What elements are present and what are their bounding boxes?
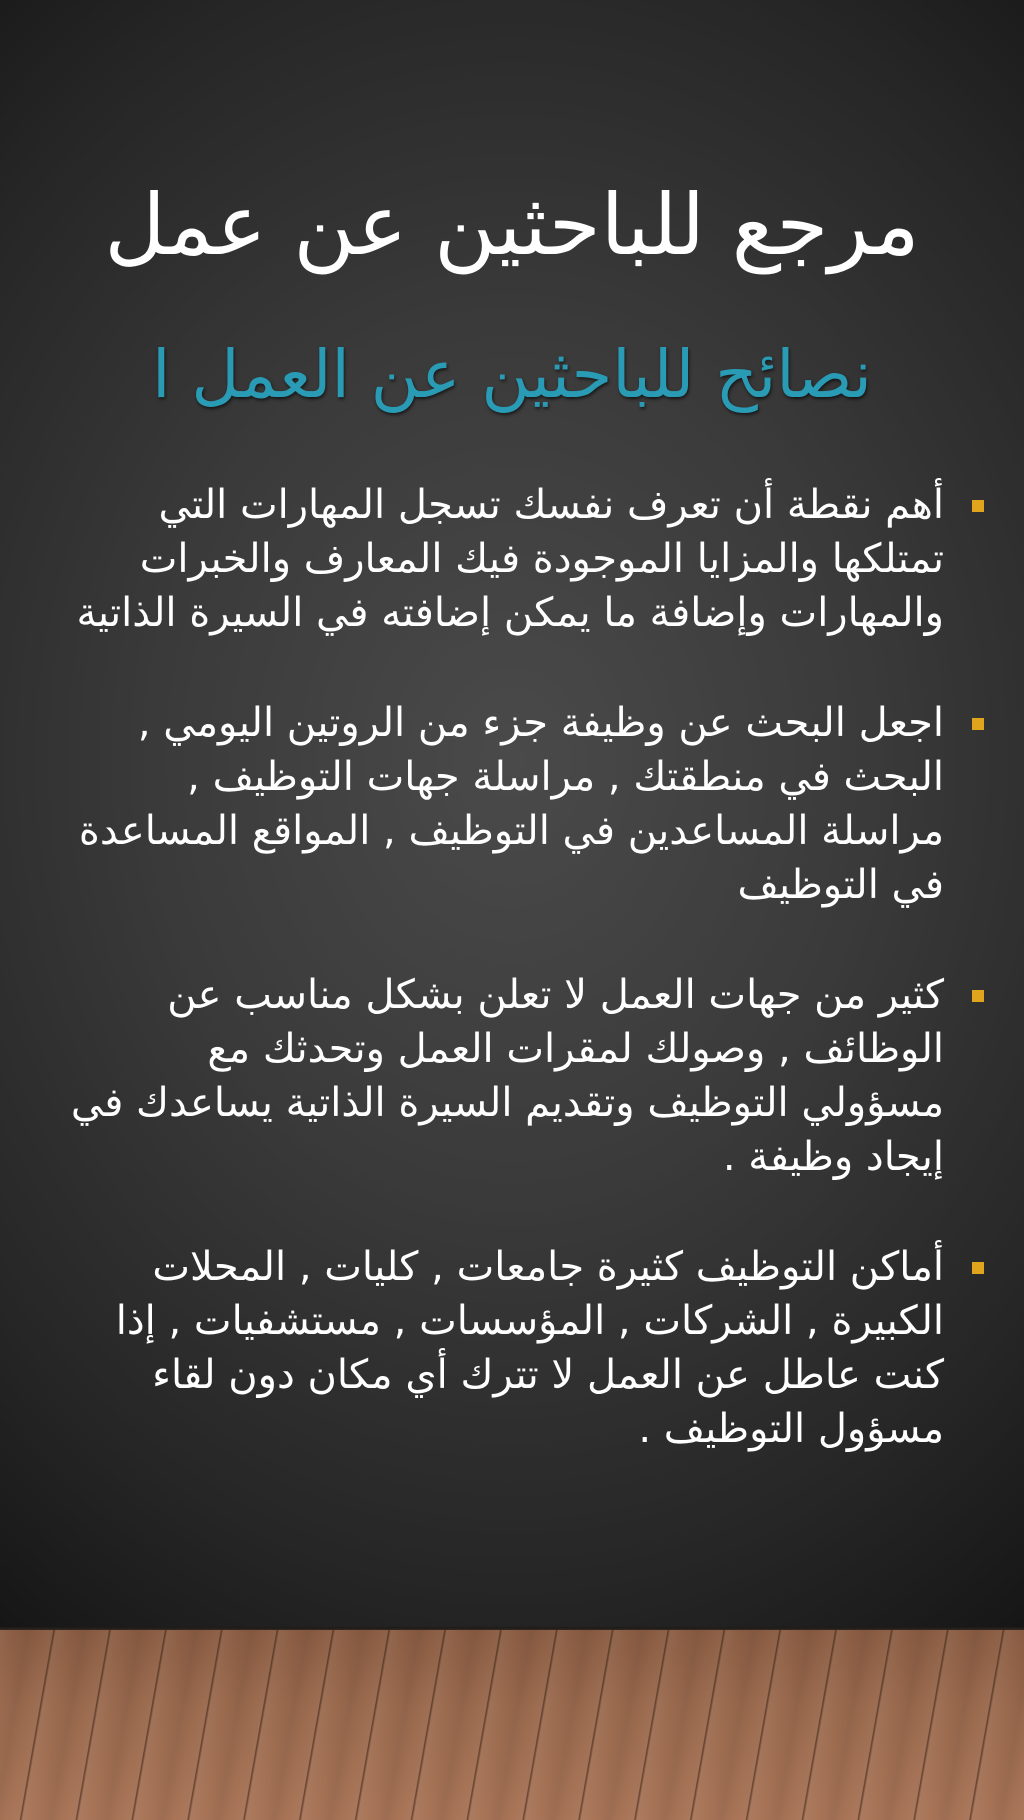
bullet-list xyxy=(70,478,984,1512)
bullet-item xyxy=(70,478,984,640)
bullet-text: أهم نقطة أن تعرف نفسك تسجل المهارات التي تمتلكها والمزايا الموجودة فيك المعارف والخبرات والمهارات وإضافة ما يمكن إضافته في السيرة الذاتية xyxy=(76,482,944,636)
bullet-item xyxy=(70,1240,984,1456)
square-bullet-icon xyxy=(972,1262,984,1274)
bullet-item xyxy=(70,696,984,912)
square-bullet-icon xyxy=(972,718,984,730)
slide-subtitle: نصائح للباحثين عن العمل ا xyxy=(152,336,872,413)
bullet-item xyxy=(70,968,984,1184)
bullet-text: أماكن التوظيف كثيرة جامعات , كليات , المحلات الكبيرة , الشركات , المؤسسات , مستشفيات , إذا كنت عاطل عن العمل لا تترك أي مكان دون لقاء مسؤول التوظيف . xyxy=(115,1244,944,1452)
square-bullet-icon xyxy=(972,500,984,512)
bullet-text: اجعل البحث عن وظيفة جزء من الروتين اليومي , البحث في منطقتك , مراسلة جهات التوظيف , مراسلة المساعدين في التوظيف , المواقع المساعدة في التوظيف xyxy=(78,700,944,908)
slide-title: مرجع للباحثين عن عمل xyxy=(104,176,920,274)
wooden-floor xyxy=(0,1630,1024,1820)
square-bullet-icon xyxy=(972,990,984,1002)
bullet-text: كثير من جهات العمل لا تعلن بشكل مناسب عن الوظائف , وصولك لمقرات العمل وتحدثك مع مسؤولي التوظيف وتقديم السيرة الذاتية يساعدك في إيجاد وظيفة . xyxy=(70,972,944,1180)
